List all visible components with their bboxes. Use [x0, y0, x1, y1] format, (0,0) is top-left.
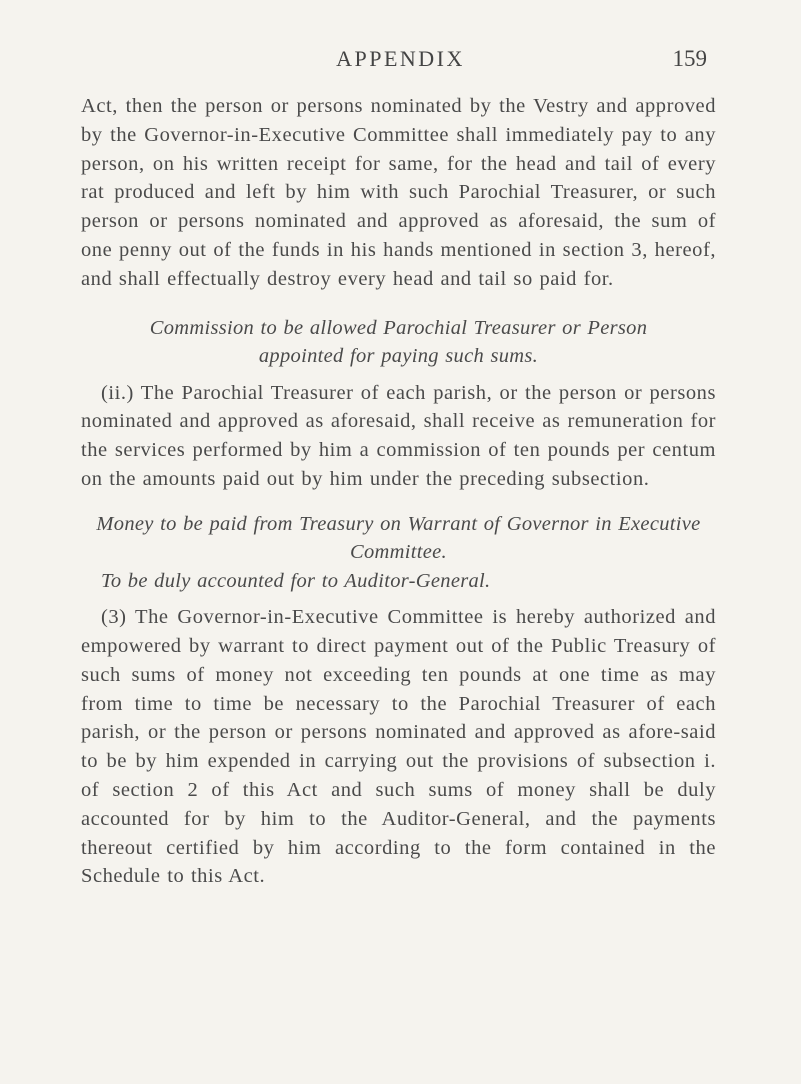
page-number: 159 — [672, 46, 707, 71]
body-text — [81, 92, 716, 891]
marginal-heading-commission: Commission to be allowed Parochial Treasurer or Person appointed for paying such sums. — [149, 316, 648, 368]
running-head: APPENDIX — [336, 46, 465, 71]
paragraph-3: (3) The Governor-in-Executive Committee is hereby authorized and empowered by warrant to direct payment out of the Public Treasury of such sums of money not exceeding ten pounds at one time as may from time to time be necessary to the Parochial Treasurer of each parish, or the person or persons nominated and approved as afore-said to be by him expended in carrying out the provisions of subsection i. of section 2 of this Act and such sums of money shall be duly accounted for by him to the Auditor-General, and the payments thereout certified by him according to the form contained in the Schedule to this Act. — [81, 606, 716, 888]
paragraph-ii: (ii.) The Parochial Treasurer of each parish, or the person or persons nominated and approved as aforesaid, shall receive as remuneration for the services performed by him a commission of ten pounds per centum on the amounts paid out by him under the preceding subsection. — [81, 381, 716, 490]
page-header — [0, 40, 801, 80]
marginal-heading-money: Money to be paid from Treasury on Warrant of Governor in Executive Committee. — [96, 512, 701, 564]
paragraph-continuation: Act, then the person or persons nominated by the Vestry and approved by the Governor-in-Executive Committee shall immediately pay to any person, on his written receipt for same, for the head and tail of every rat produced and left by him with such Parochial Treasurer, or such person or persons nominated and approved as aforesaid, the sum of one penny out of the funds in his hands mentioned in section 3, hereof, and shall effectually destroy every head and tail so paid for. — [81, 95, 716, 290]
marginal-heading-accounted: To be duly accounted for to Auditor-General. — [101, 569, 491, 592]
